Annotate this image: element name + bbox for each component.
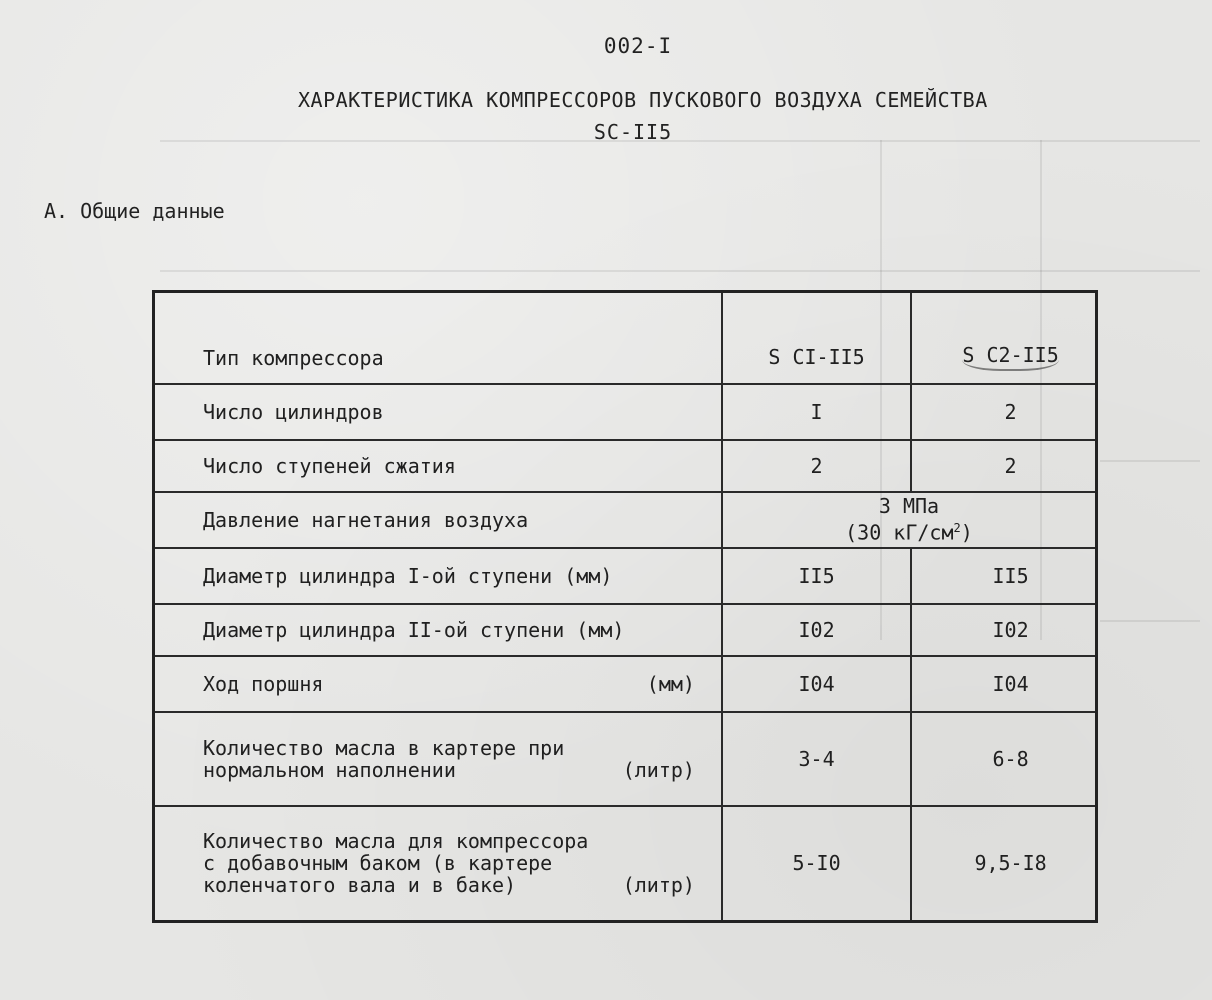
header-col1: S CI-II5 bbox=[768, 344, 865, 369]
row-col1-cell bbox=[722, 604, 911, 656]
row-col2: 6-8 bbox=[992, 746, 1029, 771]
table-row bbox=[154, 656, 1097, 712]
row-label-cell bbox=[154, 492, 722, 548]
row-col2-cell bbox=[911, 712, 1096, 806]
row-label-line2: с добавочным баком (в картере bbox=[203, 851, 553, 876]
row-label-cell bbox=[154, 604, 722, 656]
row-col1: 2 bbox=[810, 453, 823, 478]
row-merged-value-cell bbox=[722, 492, 1097, 548]
row-col2-cell bbox=[911, 656, 1096, 712]
row-label-cell bbox=[154, 384, 722, 440]
row-col2: II5 bbox=[992, 563, 1029, 588]
row-col1-cell bbox=[722, 548, 911, 604]
row-col2: 2 bbox=[1004, 453, 1017, 478]
row-label-line1: Количество масла в картере при bbox=[203, 735, 565, 760]
row-col1: I bbox=[810, 399, 823, 424]
row-col1-cell bbox=[722, 440, 911, 492]
table-row bbox=[154, 604, 1097, 656]
row-col1-cell bbox=[722, 712, 911, 806]
table-row bbox=[154, 492, 1097, 548]
compressor-spec-table bbox=[152, 290, 1098, 923]
table-row bbox=[154, 384, 1097, 440]
row-label-cell bbox=[154, 440, 722, 492]
row-label: Число ступеней сжатия bbox=[203, 453, 456, 478]
row-label-line3: коленчатого вала и в баке) bbox=[203, 873, 517, 898]
row-col1-cell bbox=[722, 806, 911, 922]
document-title: ХАРАКТЕРИСТИКА КОМПРЕССОРОВ ПУСКОВОГО ВОЗДУХА СЕМЕЙСТВА bbox=[298, 88, 988, 112]
row-unit: (литр) bbox=[622, 757, 695, 782]
table-row bbox=[154, 712, 1097, 806]
header-label: Тип компрессора bbox=[203, 345, 384, 370]
table-row bbox=[154, 806, 1097, 922]
row-label-line1: Количество масла для компрессора bbox=[203, 829, 589, 854]
pressure-mpa: 3 МПа bbox=[878, 494, 940, 519]
row-col1: II5 bbox=[798, 563, 835, 588]
row-label-cell bbox=[154, 712, 722, 806]
row-col1: 3-4 bbox=[798, 746, 835, 771]
row-col1-cell bbox=[722, 656, 911, 712]
header-label-cell bbox=[154, 292, 722, 384]
row-label: Диаметр цилиндра I-ой ступени (мм) bbox=[203, 563, 613, 588]
row-col2-cell bbox=[911, 440, 1096, 492]
row-col1: I02 bbox=[798, 617, 835, 642]
row-label: Ход поршня bbox=[203, 671, 324, 696]
row-label: Число цилиндров bbox=[203, 399, 384, 424]
row-col1: 5-I0 bbox=[792, 851, 841, 876]
row-label-cell bbox=[154, 806, 722, 922]
row-col2-cell bbox=[911, 604, 1096, 656]
showthrough-line bbox=[160, 270, 1200, 272]
document-subtitle: SC-II5 bbox=[593, 120, 673, 144]
row-unit: (литр) bbox=[622, 873, 695, 898]
section-heading: А. Общие данные bbox=[44, 199, 225, 223]
pressure-kgf: (30 $кГ/см^2$) bbox=[845, 520, 973, 545]
header-col1-cell bbox=[722, 292, 911, 384]
header-col2: S C2-II5 bbox=[962, 343, 1058, 371]
table-header-row bbox=[154, 292, 1097, 384]
document-number: 002-I bbox=[603, 34, 673, 58]
showthrough-line bbox=[1100, 620, 1200, 622]
row-unit: (мм) bbox=[646, 671, 695, 696]
table-row bbox=[154, 440, 1097, 492]
row-col2-cell bbox=[911, 384, 1096, 440]
table-row bbox=[154, 548, 1097, 604]
row-col2-cell bbox=[911, 806, 1096, 922]
row-col2: I04 bbox=[992, 671, 1029, 696]
row-col2: 9,5-I8 bbox=[974, 851, 1047, 876]
row-col2: 2 bbox=[1004, 399, 1017, 424]
row-label: Давление нагнетания воздуха bbox=[203, 507, 529, 532]
showthrough-line bbox=[1100, 460, 1200, 462]
row-label-cell bbox=[154, 548, 722, 604]
row-col1-cell bbox=[722, 384, 911, 440]
row-label: Диаметр цилиндра II-ой ступени (мм) bbox=[203, 617, 625, 642]
row-label-line2: нормальном наполнении bbox=[203, 757, 456, 782]
row-col1: I04 bbox=[798, 671, 835, 696]
row-label-cell bbox=[154, 656, 722, 712]
row-col2: I02 bbox=[992, 617, 1029, 642]
header-col2-cell bbox=[911, 292, 1096, 384]
row-col2-cell bbox=[911, 548, 1096, 604]
